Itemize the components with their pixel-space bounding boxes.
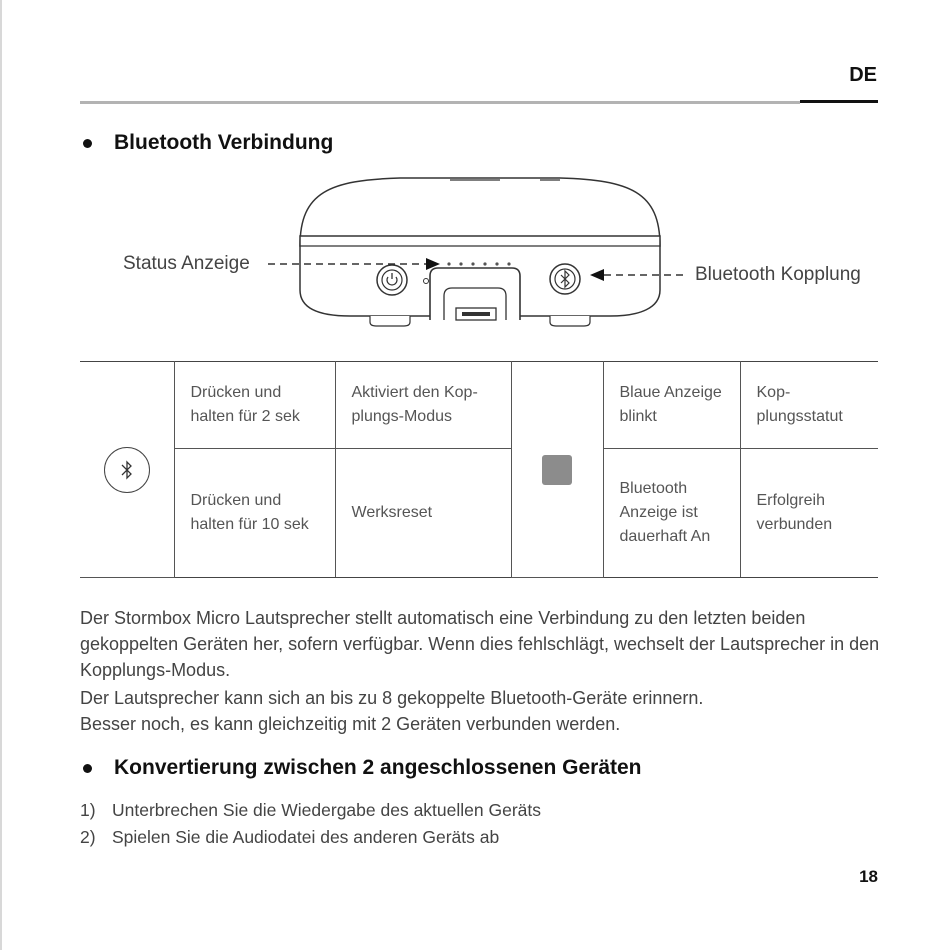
bluetooth-pairing-label: Bluetooth Kopplung xyxy=(695,264,861,285)
step-number: 2) xyxy=(80,827,96,847)
control-table xyxy=(80,361,878,578)
action-cell: Drücken und halten für 2 sek xyxy=(174,362,335,449)
steps-list xyxy=(80,797,541,851)
function-cell: Aktiviert den Kop-plungs-Modus xyxy=(335,362,511,449)
step-text: Unterbrechen Sie die Wiedergabe des aktuellen Geräts xyxy=(112,800,541,820)
status-cell: Kop-plungsstatut xyxy=(740,362,878,449)
status-cell: Erfolgreih verbunden xyxy=(740,448,878,577)
page-number: 18 xyxy=(859,867,878,886)
header-rule xyxy=(80,101,800,104)
section-heading-bluetooth xyxy=(80,131,333,155)
header-rule-accent xyxy=(800,100,878,103)
bullet xyxy=(83,139,92,148)
bluetooth-button-icon xyxy=(104,447,150,493)
step-number: 1) xyxy=(80,800,96,820)
status-indicator-label: Status Anzeige xyxy=(123,253,250,274)
action-cell: Drücken und halten für 10 sek xyxy=(174,448,335,577)
section-heading-switching xyxy=(80,756,642,780)
page-edge xyxy=(0,0,2,950)
paragraph-auto-connect: Der Stormbox Micro Lautsprecher stellt automatisch eine Verbindung zu den letzten beiden gekoppelten Geräten her, sofern verfügbar. Wenn dies fehlschlägt, wechselt der Lautsprecher in den Kopplungs-Modus. xyxy=(80,608,880,680)
power-icon xyxy=(377,265,407,295)
usb-port-icon xyxy=(430,268,520,320)
button-cell xyxy=(80,362,174,578)
section-title: Konvertierung zwischen 2 angeschlossenen Geräten xyxy=(114,756,642,779)
bluetooth-icon xyxy=(550,264,580,294)
indicator-cell xyxy=(511,362,603,578)
light-cell: Blaue Anzeige blinkt xyxy=(603,362,740,449)
indicator-swatch xyxy=(542,455,572,485)
step-text: Spielen Sie die Audiodatei des anderen Geräts ab xyxy=(112,827,500,847)
language-code: DE xyxy=(849,64,877,86)
speaker-diagram xyxy=(0,170,950,340)
bullet xyxy=(83,764,92,773)
paragraph-multipoint: Besser noch, es kann gleichzeitig mit 2 Geräten verbunden werden. xyxy=(80,714,621,734)
table-row xyxy=(80,362,878,449)
light-cell: Bluetooth Anzeige ist dauerhaft An xyxy=(603,448,740,577)
section-title: Bluetooth Verbindung xyxy=(114,131,334,154)
function-cell: Werksreset xyxy=(335,448,511,577)
list-item xyxy=(80,797,541,824)
list-item xyxy=(80,824,541,851)
table-row xyxy=(80,448,878,577)
bluetooth-icon xyxy=(117,459,137,481)
paragraph-memory: Der Lautsprecher kann sich an bis zu 8 gekoppelte Bluetooth-Geräte erinnern. xyxy=(80,688,704,708)
